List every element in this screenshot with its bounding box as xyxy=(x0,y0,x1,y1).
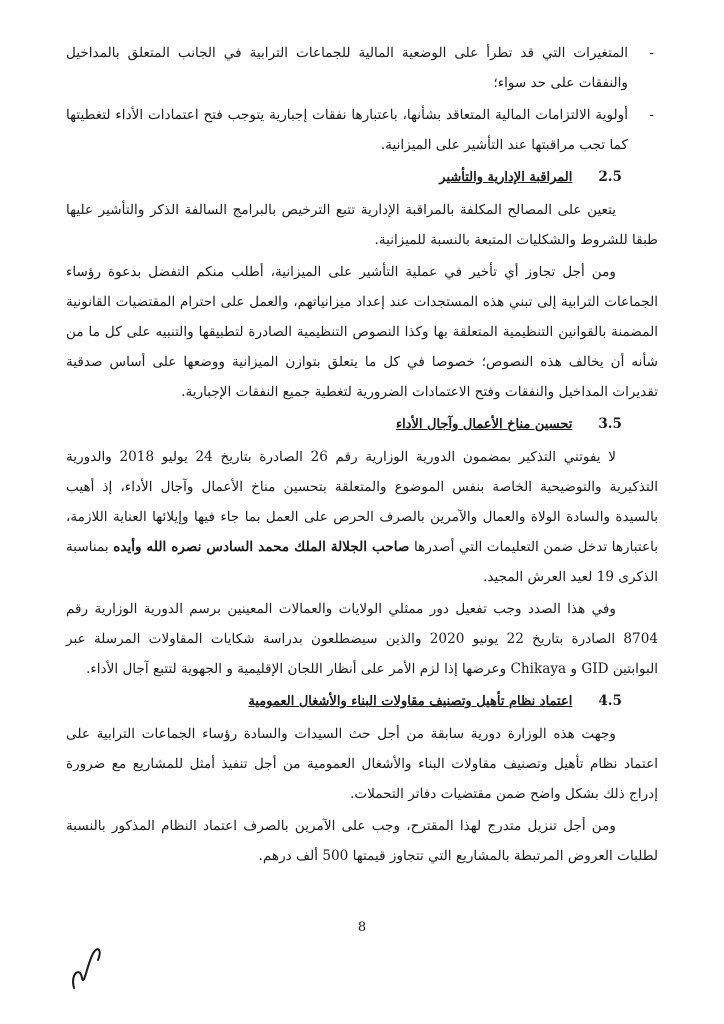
royal-title: صاحب الجلالة الملك محمد السادس نصره الله وأيده xyxy=(113,539,410,555)
section-title: تحسين مناخ الأعمال وآجال الأداء xyxy=(395,417,573,432)
paragraph: ومن أجل تجاوز أي تأخير في عملية التأشير على الميزانية، أطلب منكم التفضل بدعوة رؤساء الجماعات الترابية إلى تبني هذه المستجدات عند إعداد ميزانياتهم، والعمل على احترام المقتضيات القانونية المضمنة بالقوانين التنظيمية المتعلقة بها وكذا النصوص التنظيمية الصادرة لتطبيقها والتنبيه على كل ما من شأنه أن يخالف هذه النصوص؛ خصوصا في كل ما يتعلق بتوازن الميزانية ووضعها على أساس صدقية تقديرات المداخيل والنفقات وفتح الاعتمادات الضرورية لتغطية جميع النفقات الإجبارية. xyxy=(66,264,658,400)
paragraph xyxy=(66,442,658,592)
section-number: 3.5 xyxy=(598,416,622,432)
section-heading-4-5 xyxy=(66,686,622,717)
bullet-text: المتغيرات التي قد تطرأ على الوضعية المالية للجماعات الترابية في الجانب المتعلق بالمداخيل والنفقات على حد سواء؛ xyxy=(66,45,628,91)
section-number: 4.5 xyxy=(598,693,622,709)
paragraph: ومن أجل تنزيل متدرج لهذا المقترح، وجب على الآمرين بالصرف اعتماد النظام المذكور بالنسبة لطلبات العروض المرتبطة بالمشاريع التي تتجاوز قيمتها 500 ألف درهم. xyxy=(66,818,658,864)
bullet-dash: - xyxy=(649,107,654,123)
bullet-text: أولوية الالتزامات المالية المتعاقد بشأنها، باعتبارها نفقات إجبارية يتوجب فتح اعتمادات الأداء لتغطيتها كما تجب مراقبتها عند التأشير على الميزانية. xyxy=(66,107,628,153)
signature-mark xyxy=(58,930,128,1000)
paragraph: وجهت هذه الوزارة دورية سابقة من أجل حث السيدات والسادة رؤساء الجماعات الترابية على اعتماد نظام تأهيل وتصنيف مقاولات البناء والأشغال العمومية من أجل تنفيذ أمثل للمشاريع مع ضرورة إدراج ذلك بشكل واضح ضمن مقتضيات دفاتر التحملات. xyxy=(66,726,658,802)
bullet-dash: - xyxy=(649,45,654,61)
page-number: 8 xyxy=(357,920,367,935)
section-heading-2-5 xyxy=(66,162,622,193)
paragraph-text: لا يفوتني التذكير بمضمون الدورية الوزارية رقم 26 الصادرة بتاريخ 24 يوليو 2018 والدورية التذكيرية والتوضيحية الخاصة بنفس الموضوع والمتعلقة بتحسين مناخ الأعمال وآجال الأداء، إذ أهيب بالسيدة والسادة الولاة والعمال والآمرين بالصرف الحرص على العمل بما جاء فيها وإيلائها العناية اللازمة، باعتبارها تدخل ضمن التعليمات التي أصدرها xyxy=(66,449,658,555)
bullet-item xyxy=(66,38,658,98)
section-title: المراقبة الإدارية والتأشير xyxy=(439,170,573,185)
page-content xyxy=(66,38,658,873)
section-heading-3-5 xyxy=(66,409,622,440)
section-number: 2.5 xyxy=(598,169,622,185)
bullet-item xyxy=(66,100,658,160)
paragraph: وفي هذا الصدد وجب تفعيل دور ممثلي الولايات والعمالات المعينين برسم الدورية الوزارية رقم 8704 الصادرة بتاريخ 22 يونيو 2020 والذين سيضطلعون بدراسة شكايات المقاولات المرسلة عبر البوابتين GID و Chikaya وعرضها إذا لزم الأمر على أنظار اللجان الإقليمية و الجهوية لتتبع آجال الأداء. xyxy=(66,601,658,677)
section-title: اعتماد نظام تأهيل وتصنيف مقاولات البناء والأشغال العمومية xyxy=(248,694,573,709)
paragraph-text: بمناسبة الذكرى 19 لعيد العرش المجيد. xyxy=(66,539,658,585)
paragraph: يتعين على المصالح المكلفة بالمراقبة الإدارية تتبع الترخيص بالبرامج السالفة الذكر والتأشير عليها طبقا للشروط والشكليات المتبعة بالنسبة للميزانية. xyxy=(66,202,658,248)
